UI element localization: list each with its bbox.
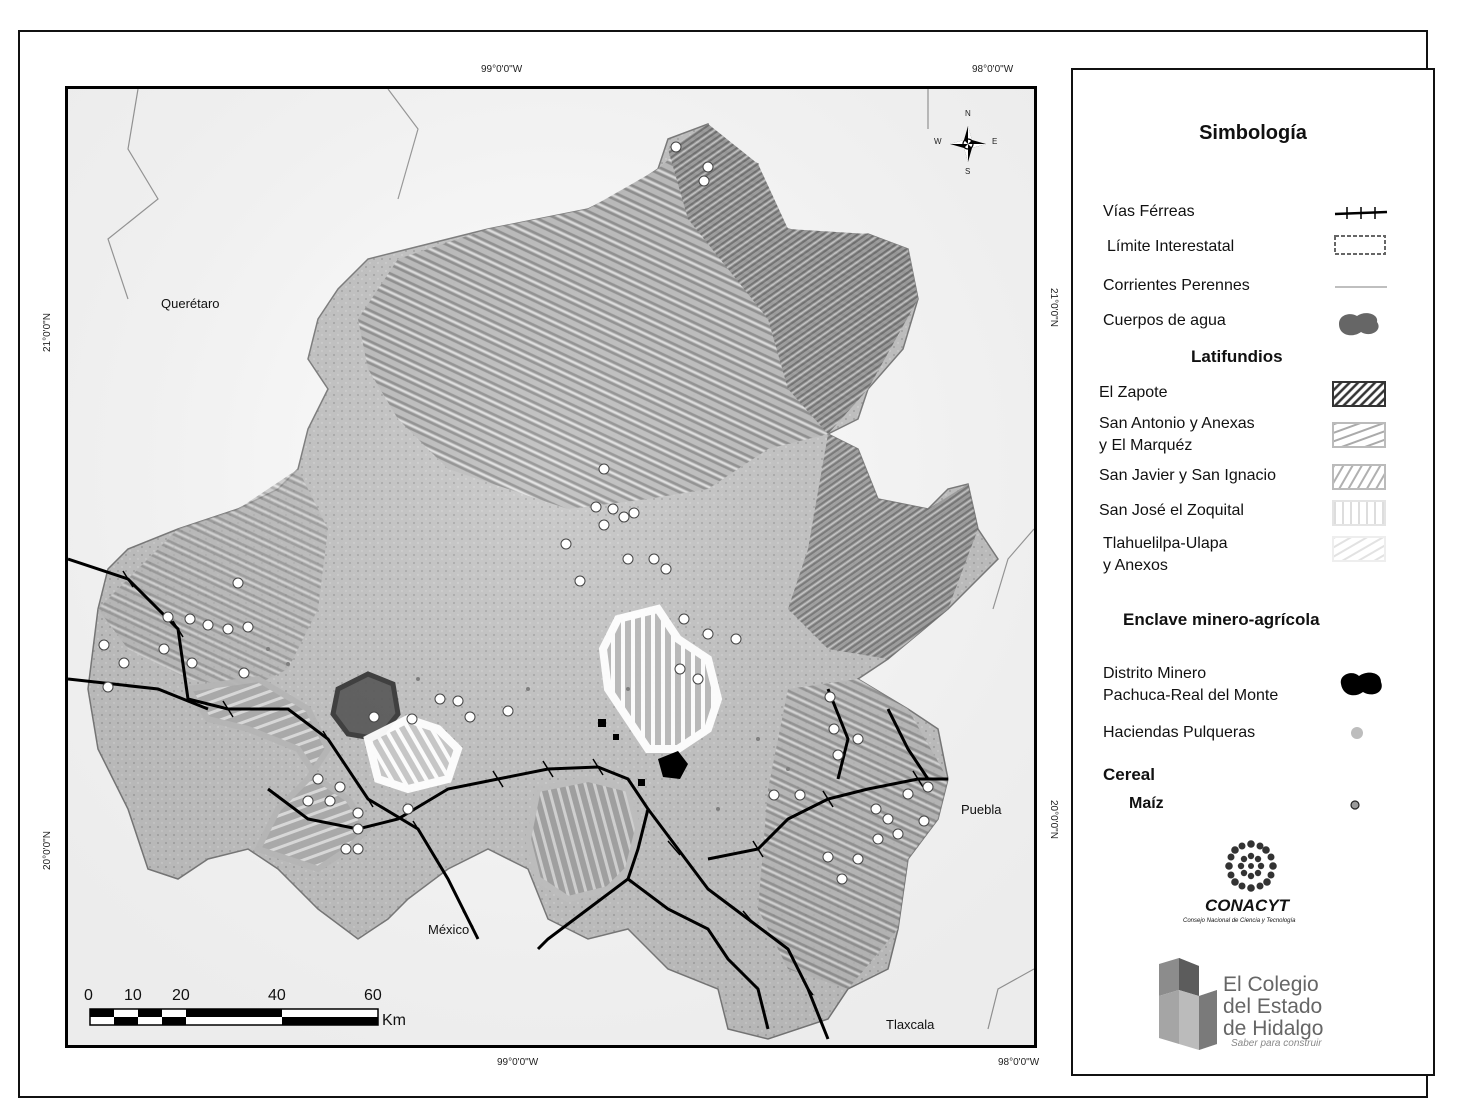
mining-district-symbol-icon (1337, 668, 1385, 700)
legend-state-boundary: Límite Interestatal (1107, 238, 1235, 255)
west-label: W (934, 137, 942, 146)
lon-label-top-right: 98°0'0"W (972, 64, 1014, 75)
conacyt-subtitle: Consejo Nacional de Ciencia y Tecnología (1183, 918, 1296, 924)
lat-label-left-lower: 20°0'0"N (42, 831, 53, 870)
water-body-symbol-icon (1335, 310, 1383, 338)
stream-symbol-icon (1333, 283, 1389, 291)
scale-tick-60: 60 (364, 987, 382, 1004)
maiz-dot-icon (1349, 799, 1361, 811)
maiz-label: Maíz (1129, 795, 1164, 812)
scale-tick-10: 10 (124, 987, 142, 1004)
scale-tick-20: 20 (172, 987, 190, 1004)
legend-panel (1071, 68, 1435, 1076)
lon-label-bottom-right: 98°0'0"W (998, 1057, 1040, 1068)
scale-tick-40: 40 (268, 987, 286, 1004)
relief-map (68, 89, 1034, 1045)
legend-title: Simbología (1199, 122, 1307, 144)
legend-railways: Vías Férreas (1103, 203, 1195, 220)
state-boundary-symbol-icon (1333, 234, 1389, 256)
legend-streams: Corrientes Perennes (1103, 277, 1250, 294)
scale-numbers (84, 987, 384, 1007)
legend-el-zapote: El Zapote (1099, 384, 1168, 401)
legend-tlahuelilpa: Tlahuelilpa-Ulapa y Anexos (1103, 535, 1228, 574)
cereal-heading: Cereal (1103, 765, 1155, 784)
lon-label-bottom-left: 99°0'0"W (497, 1057, 539, 1068)
conacyt-logo-icon (1221, 836, 1281, 896)
legend-san-antonio: San Antonio y Anexas y El Marquéz (1099, 415, 1255, 454)
legend-mining-district: Distrito Minero Pachuca-Real del Monte (1103, 665, 1279, 704)
legend-water-bodies: Cuerpos de agua (1103, 312, 1226, 329)
north-label: N (965, 109, 971, 118)
lat-label-right-upper: 21°0'0"N (1048, 288, 1059, 327)
vertical-faint-hatch-icon (1331, 499, 1387, 527)
label-queretaro: Querétaro (161, 296, 220, 311)
scale-bar (90, 1009, 378, 1025)
label-puebla: Puebla (961, 802, 1002, 817)
colegio-tagline: Saber para construir (1231, 1038, 1322, 1049)
lat-label-right-lower: 20°0'0"N (1048, 800, 1059, 839)
railway-symbol-icon (1333, 204, 1389, 220)
lat-label-left-upper: 21°0'0"N (42, 313, 53, 352)
light-diagonal-hatch-icon (1331, 421, 1387, 449)
dense-dark-hatch-icon (1331, 380, 1387, 408)
east-label: E (992, 137, 998, 146)
label-mexico: México (428, 922, 470, 937)
label-tlaxcala: Tlaxcala (886, 1017, 935, 1032)
south-label: S (965, 167, 971, 176)
lon-label-top-left: 99°0'0"W (481, 64, 523, 75)
colegio-cube-logo-icon (1155, 956, 1219, 1052)
enclave-heading: Enclave minero-agrícola (1123, 610, 1320, 629)
scale-tick-0: 0 (84, 987, 93, 1004)
colegio-name: El Colegio del Estado de Hidalgo (1223, 973, 1324, 1040)
legend-haciendas: Haciendas Pulqueras (1103, 724, 1256, 741)
map-panel[interactable] (65, 86, 1037, 1048)
scale-unit: Km (382, 1012, 406, 1029)
very-faint-hatch-icon (1331, 535, 1387, 563)
conacyt-name: CONACYT (1205, 896, 1290, 915)
legend-zoquital: San José el Zoquital (1099, 502, 1244, 519)
latifundios-heading: Latifundios (1191, 347, 1283, 366)
grey-dot-symbol-icon (1349, 725, 1365, 741)
legend-san-javier: San Javier y San Ignacio (1099, 467, 1276, 484)
steep-light-hatch-icon (1331, 463, 1387, 491)
